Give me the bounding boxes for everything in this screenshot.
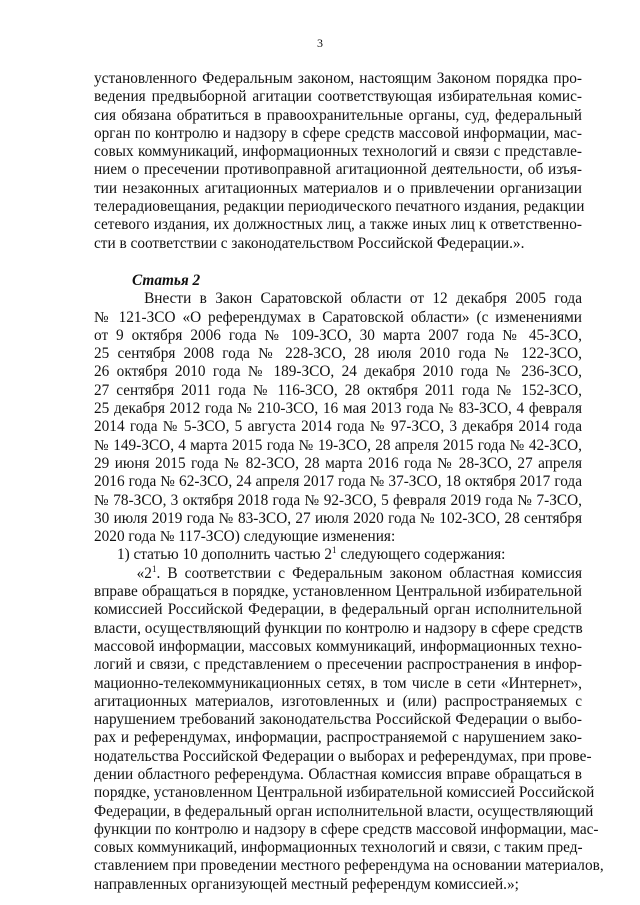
text-line: установленного Федеральным законом, настоящим Законом порядка про- [94,70,582,87]
superscript: 1 [332,545,337,556]
item-text: 1) статью 10 дополнить частью 2 [94,546,332,564]
text-line: сия обязана обратиться в правоохранительные органы, суд, федеральный [94,106,582,124]
text-line: Федерации, в федеральный орган исполнительной власти, осуществляющий [94,802,594,820]
text-line: функции по контролю и надзору в сфере средств массовой информации, мас- [94,820,599,838]
text-line: нием о пресечении противоправной агитационной деятельности, об изъя- [94,161,582,179]
page-number: 3 [317,36,323,50]
text-line: ведения предвыборной агитации соответствующая избирательная комис- [94,88,582,106]
text-line: № 78-ЗСО, 3 октября 2018 года № 92-ЗСО, 5 февраля 2019 года № 7-ЗСО, [94,491,582,509]
text-line: 26 октября 2010 года № 189-ЗСО, 24 декабря 2010 года № 236-ЗСО, [94,363,582,381]
text-line: рах и референдумах, информации, распространяемой с нарушением зако- [94,729,582,747]
text-line: 2014 года № 5-ЗСО, 5 августа 2014 года № 97-ЗСО, 3 декабря 2014 года [94,418,582,436]
article-heading: Статья 2 [132,271,201,289]
text-line: совых коммуникаций, информационных технологий и связи с представле- [94,143,582,161]
text-line: Внести в Закон Саратовской области от 12 декабря 2005 года [94,290,582,308]
superscript: 1 [151,563,157,574]
text-line: № 121-ЗСО «О референдумах в Саратовской области» (с изменениями [94,308,582,326]
quote-text: . В соответствии с Федеральным законом областная комиссия [156,564,582,582]
text-line: власти, осуществляющий функции по контролю и надзору в сфере средств [94,619,583,637]
text-line: сетевого издания, их должностных лиц, а также иных лиц к ответственно- [94,216,582,234]
document-body [94,70,604,894]
text-line: агитационных материалов, изготовленных и (или) распространяемых с [94,692,582,710]
item-text-end: следующего содержания: [336,546,506,564]
quoted-text [94,583,604,894]
text-line: телерадиовещания, редакции периодического печатного издания, редакции [94,198,585,216]
text-line: 25 декабря 2012 года № 210-ЗСО, 16 мая 2013 года № 83-ЗСО, 4 февраля [94,400,582,418]
text-line: 2016 года № 62-ЗСО, 24 апреля 2017 года № 37-ЗСО, 18 октября 2017 года [94,473,582,491]
text-line: 27 сентября 2011 года № 116-ЗСО, 28 октября 2011 года № 152-ЗСО, [94,381,582,399]
text-line: направленных организующей местный референдум комиссией.»; [94,875,519,893]
text-line: 29 июня 2015 года № 82-ЗСО, 28 марта 2016 года № 28-ЗСО, 27 апреля [94,454,582,472]
text-line: 2020 года № 117-ЗСО) следующие изменения: [94,528,396,546]
text-line: порядке, установленном Центральной избирательной комиссией Российской [94,784,595,802]
text-line: № 149-ЗСО, 4 марта 2015 года № 19-ЗСО, 28 апреля 2015 года № 42-ЗСО, [94,436,582,454]
text-line: сти в соответствии с законодательством Российской Федерации.». [94,234,525,252]
text-line: тии незаконных агитационных материалов и о привлечении организации [94,179,582,197]
text-line: 25 сентября 2008 года № 228-ЗСО, 28 июля 2010 года № 122-ЗСО, [94,345,582,363]
text-line: орган по контролю и надзору в сфере средств массовой информации, мас- [94,124,582,142]
text-line: совых коммуникаций, информационных технологий и связи, с таким пред- [94,839,583,857]
text-line: массовой информации, массовых коммуникаций, информационных техно- [94,637,582,655]
text-line: вправе обращаться в порядке, установленном Центральной избирательной [94,583,582,601]
text-line: логий и связи, с представлением о пресечении распространения в инфор- [94,656,582,674]
text-line: нодательства Российской Федерации о выборах и референдумах, при прове- [94,747,592,765]
text-line: 30 июля 2019 года № 83-ЗСО, 27 июля 2020 года № 102-ЗСО, 28 сентября [94,509,582,527]
text-line: ставлением при проведении местного референдума на основании материалов, [94,857,604,875]
text-line: комиссией Российской Федерации, в федеральный орган исполнительной [94,601,582,619]
article-intro [94,290,582,546]
paragraph-continuation [94,70,585,253]
text-line: нарушением требований законодательства Российской Федерации о выбо- [94,711,582,729]
text-line: от 9 октября 2006 года № 109-ЗСО, 30 марта 2007 года № 45-ЗСО, [94,326,582,344]
quote-start: «2 [94,564,152,582]
quote-first-line [94,565,582,583]
text-line: мационно-телекоммуникационных сетях, в том числе в сети «Интернет», [94,674,582,692]
text-line: дении областного референдума. Областная комиссия вправе обращаться в [94,765,582,783]
amendment-item-1 [94,546,582,564]
